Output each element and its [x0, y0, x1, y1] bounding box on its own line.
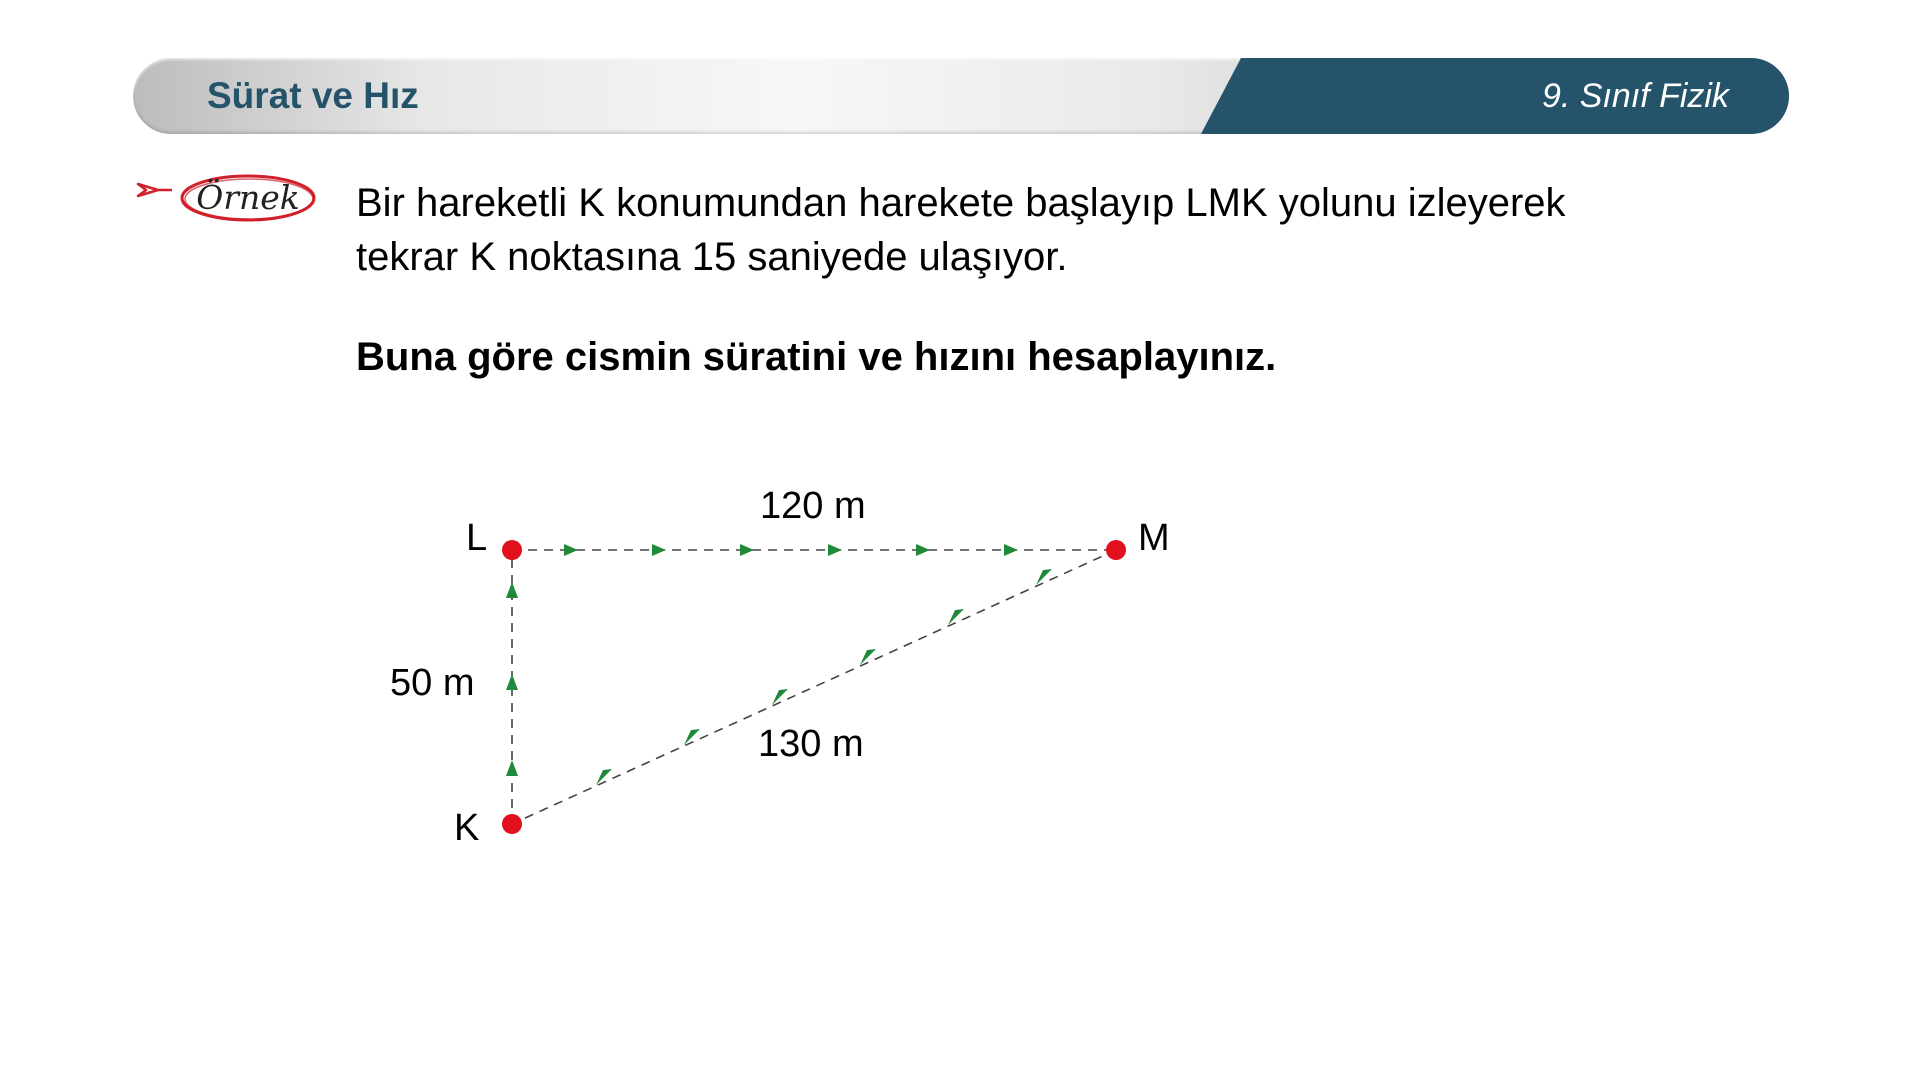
point-m [1106, 540, 1126, 560]
header-banner [133, 58, 1789, 134]
label-point-l: L [466, 517, 488, 559]
arrow-lm-6 [1004, 544, 1018, 556]
question-text [356, 176, 1756, 284]
example-badge [136, 168, 328, 230]
label-point-m: M [1138, 517, 1170, 559]
segment-mk [512, 550, 1116, 824]
arrow-mk-1 [1036, 569, 1052, 585]
arrow-lm-2 [652, 544, 666, 556]
arrow-kl-3 [506, 760, 518, 776]
page-title: Sürat ve Hız [207, 75, 419, 116]
label-point-k: K [454, 807, 480, 849]
arrow-lm-3 [740, 544, 754, 556]
arrow-kl-2 [506, 674, 518, 690]
subject-label: 9. Sınıf Fizik [1541, 77, 1729, 115]
arrow-lm-5 [916, 544, 930, 556]
point-k [502, 814, 522, 834]
label-segment-kl: 50 m [390, 662, 475, 704]
arrow-lm-4 [828, 544, 842, 556]
triangle-diagram [360, 470, 1220, 870]
point-l [502, 540, 522, 560]
question-line-2: tekrar K noktasına 15 saniyede ulaşıyor. [356, 235, 1068, 279]
question-prompt: Buna göre cismin süratini ve hızını hesaplayınız. [356, 335, 1277, 379]
label-segment-lm: 120 m [760, 485, 866, 527]
label-segment-mk: 130 m [758, 723, 864, 765]
arrow-icon [136, 176, 176, 204]
example-label: Örnek [196, 178, 300, 217]
question-line-1: Bir hareketli K konumundan harekete başlayıp LMK yolunu izleyerek [356, 181, 1566, 225]
arrow-mk-2 [948, 609, 964, 625]
arrow-kl-1 [506, 582, 518, 598]
arrow-lm-1 [564, 544, 578, 556]
